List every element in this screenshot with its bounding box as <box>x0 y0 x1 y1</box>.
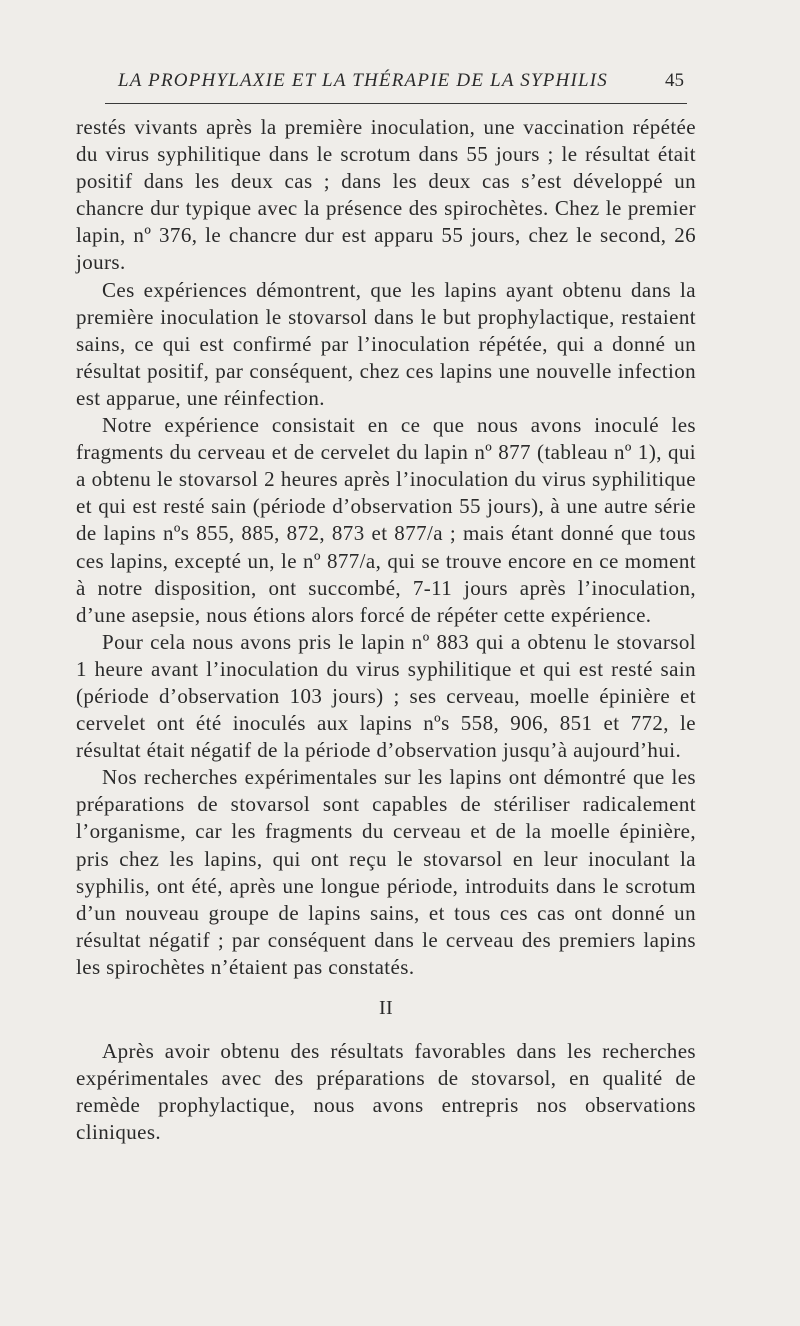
paragraph-6: Après avoir obtenu des résultats favorables dans les recherches expérimentales avec des préparations de stovarsol, en qualité de remède prophylactique, nous avons entrepris nos observations cliniques. <box>76 1039 696 1145</box>
running-header <box>118 70 688 100</box>
paragraph-5: Nos recherches expérimentales sur les lapins ont démontré que les préparations de stovarsol sont capables de stériliser radicalement l’organisme, car les fragments du cerveau et de la moelle épinière, pris chez les lapins, qui ont reçu le stovarsol en leur inoculant la syphilis, ont été, après une longue période, introduits dans le scrotum d’un nouveau groupe de lapins sains, et tous ces cas ont donné un résultat négatif ; par conséquent dans le cerveau des premiers lapins les spirochètes n’étaient pas constatés. <box>76 765 696 979</box>
section-heading: II <box>378 997 394 1019</box>
paragraph-3: Notre expérience consistait en ce que nous avons inoculé les fragments du cerveau et de cervelet du lapin nº 877 (tableau nº 1), qui a obtenu le stovarsol 2 heures après l’inoculation du virus syphilitique et qui est resté sain (période d’observation 55 jours), à une autre série de lapins nºs 855, 885, 872, 873 et 877/a ; mais étant donné que tous ces lapins, excepté un, le nº 877/a, qui se trouve encore en ce moment à notre disposition, ont succombé, 7-11 jours après l’inoculation, d’une asepsie, nous étions alors forcé de répéter cette expérience. <box>76 413 696 627</box>
body-text <box>76 114 696 1146</box>
page-number: 45 <box>665 70 684 91</box>
paragraph-2: Ces expériences démontrent, que les lapins ayant obtenu dans la première inoculation le stovarsol dans le but prophylactique, restaient sains, ce qui est confirmé par l’inoculation répétée, qui a donné un résultat positif, par conséquent, chez ces lapins une nouvelle infection est apparue, une réinfection. <box>76 277 696 410</box>
paragraph-4: Pour cela nous avons pris le lapin nº 883 qui a obtenu le stovarsol 1 heure avant l’inoculation du virus syphilitique et qui est resté sain (période d’observation 103 jours) ; ses cerveau, moelle épinière et cervelet ont été inoculés aux lapins nºs 558, 906, 851 et 772, le résultat était négatif de la période d’observation jusqu’à aujourd’hui. <box>76 629 696 763</box>
running-title: LA PROPHYLAXIE ET LA THÉRAPIE DE LA SYPHILIS <box>118 70 608 91</box>
header-rule <box>105 103 687 104</box>
paragraph-1: restés vivants après la première inoculation, une vaccination répétée du virus syphilitique dans le scrotum dans 55 jours ; le résultat était positif dans les deux cas ; dans les deux cas s’est développé un chancre dur typique avec la présence des spirochètes. Chez le premier lapin, nº 376, le chancre dur est apparu 55 jours, chez le second, 26 jours. <box>76 115 696 275</box>
